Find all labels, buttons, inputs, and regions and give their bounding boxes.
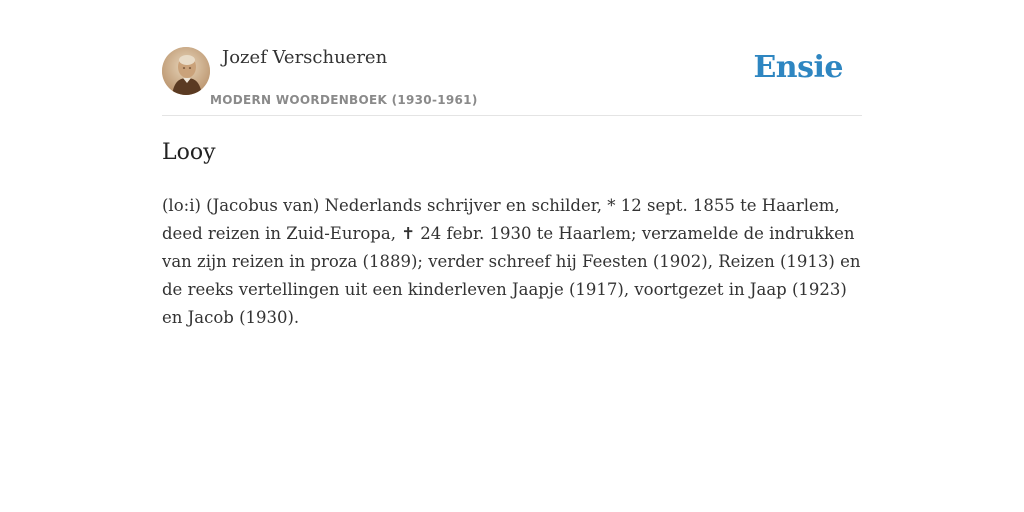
entry-header xyxy=(162,44,862,116)
ensie-logo[interactable]: Ensie xyxy=(753,50,843,85)
source-title-link[interactable]: MODERN WOORDENBOEK (1930-1961) xyxy=(210,93,478,107)
entry-term: Looy xyxy=(162,140,216,165)
entry-definition: (lo:i) (Jacobus van) Nederlands schrijver en schilder, * 12 sept. 1855 te Haarlem, deed reizen in Zuid-Europa, ✝ 24 febr. 1930 te Haarlem; verzamelde de indrukken van zijn reizen in proza (1889); verder schreef hij Feesten (1902), Reizen (1913) en de reeks vertellingen uit een kinderleven Jaapje (1917), voortgezet in Jaap (1923) en Jacob (1930). xyxy=(162,196,861,327)
author-portrait-icon xyxy=(162,47,210,95)
author-avatar[interactable] xyxy=(162,47,210,95)
author-name-link[interactable]: Jozef Verschueren xyxy=(222,47,388,68)
